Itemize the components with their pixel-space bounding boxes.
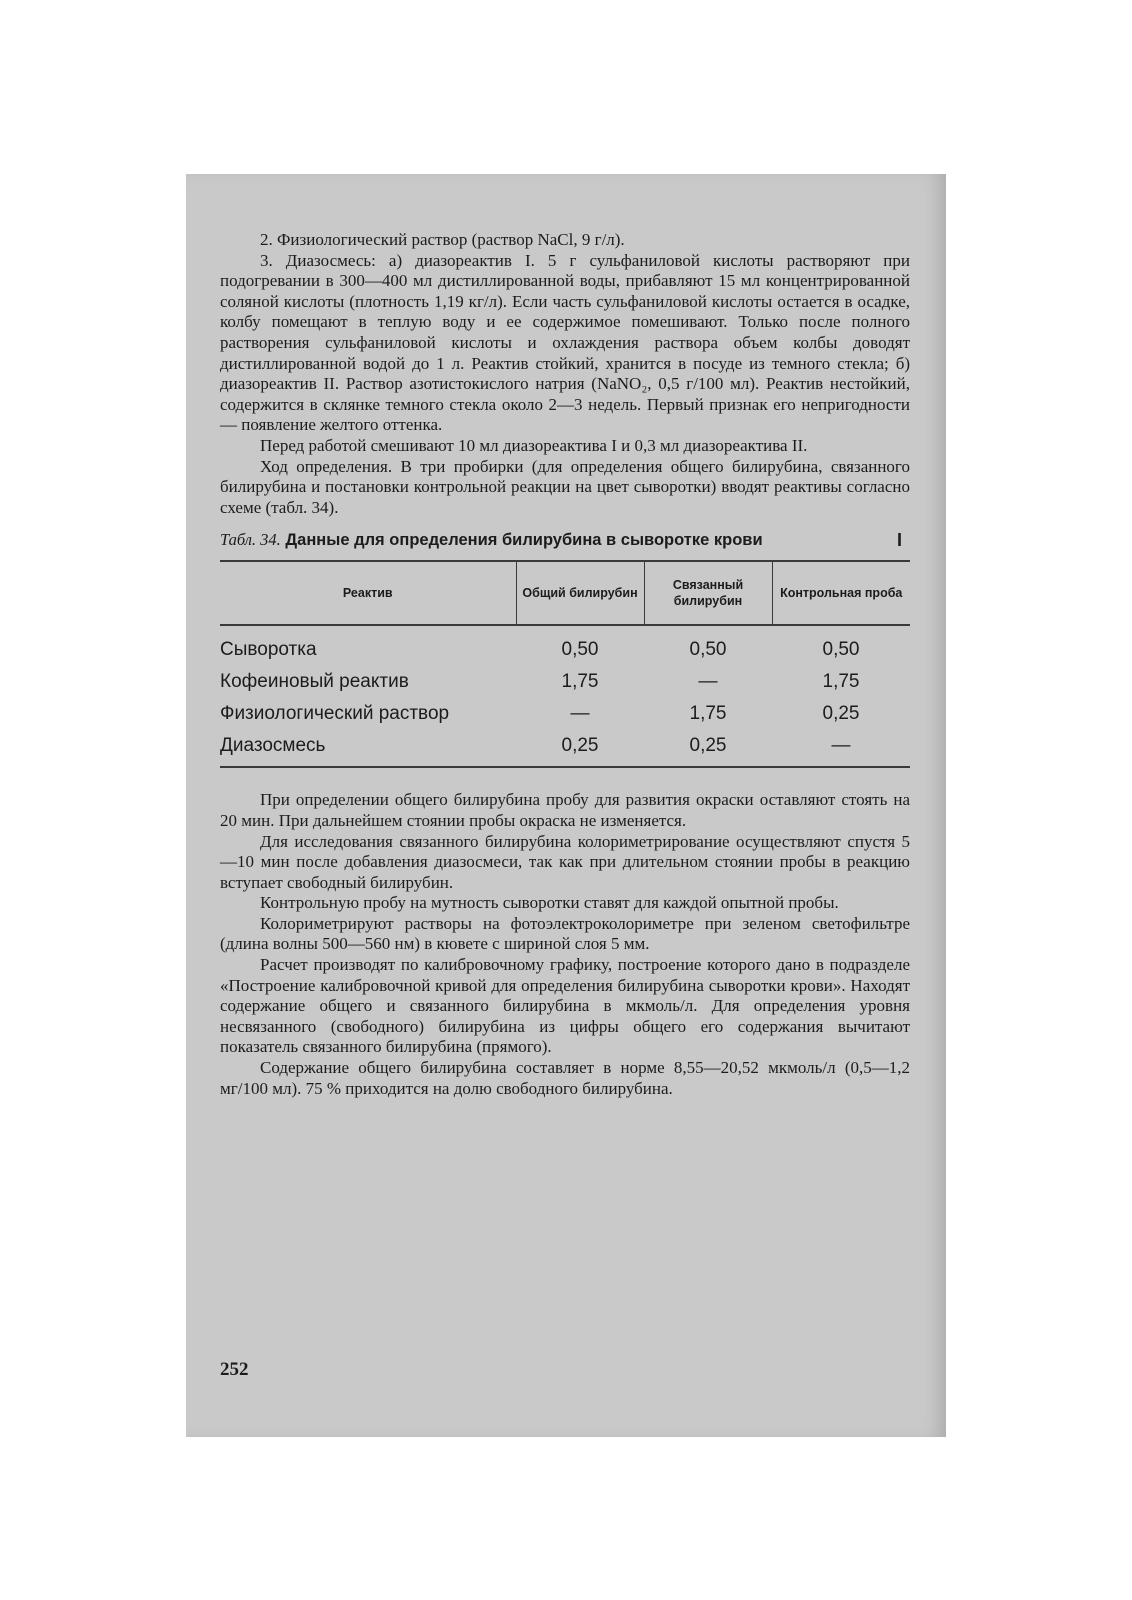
text-after-table — [220, 790, 910, 1099]
header-total-bilirubin: Общий билирубин — [516, 561, 644, 625]
page-number: 252 — [220, 1359, 249, 1380]
table-row — [220, 698, 910, 730]
paragraph: Колориметрируют растворы на фотоэлектроколориметре при зеленом светофильтре (длина волны 500—560 нм) в кювете с шириной слоя 5 мм. — [220, 913, 910, 954]
table-cell: — — [570, 703, 590, 725]
table-cell: Физиологический раствор — [220, 703, 450, 725]
table-cell: 1,75 — [822, 671, 860, 693]
table-cell: Сыворотка — [220, 639, 317, 661]
header-control-sample: Контрольная проба — [772, 561, 910, 625]
paragraph: При определении общего билирубина пробу для развития окраски оставляют стоять на 20 мин. При дальнейшем стоянии пробы окраска не изменяется. — [220, 790, 910, 830]
paragraph: 3. Диазосмесь: а) диазореактив I. 5 г сульфаниловой кислоты растворяют при подогревании в 300—400 мл дистиллированной воды, прибавляют 15 мл концентрированной соляной кислоты (плотность 1,19 кг/л). Если часть сульфаниловой кислоты остается в осадке, колбу помещают в теплую воду и ее содержимое помешивают. Только после полного растворения сульфаниловой кислоты и охлаждения раствора объем колбы доводят дистиллированной водой до 1 л. Реактив стойкий, хранится в посуде из темного стекла; б) диазореактив II. Раствор азотистокислого натрия (NaNO₂, 0,5 г/100 мл). Реактив нестойкий, содержится в склянке темного стекла около 2—3 недель. Первый признак его непригодности — появление желтого оттенка. — [220, 250, 910, 435]
table-cell: Диазосмесь — [220, 730, 516, 767]
paragraph: Расчет производят по калибровочному графику, построение которого дано в подразделе «Построение калибровочной кривой для определения билирубина сыворотки крови». Находят содержание общего и связанного билирубина в мкмоль/л. Для определения уровня несвязанного (свободного) билирубина из цифры общего его содержания вычитают показатель связанного билирубина (прямого). — [220, 955, 910, 1057]
table-cell: — — [772, 730, 910, 767]
paragraph: Перед работой смешивают 10 мл диазореактива I и 0,3 мл диазореактива II. — [260, 435, 808, 455]
table-caption-number: Табл. 34. — [220, 530, 281, 550]
header-reagent: Реактив — [220, 561, 516, 625]
table-header-row — [220, 561, 910, 625]
table-caption — [220, 530, 910, 550]
table-caption-text: Данные для определения билирубина в сыворотке крови — [285, 531, 763, 550]
page-content — [220, 230, 910, 1099]
table-cell: 0,50 — [561, 639, 599, 661]
table-cell: 0,50 — [689, 639, 727, 661]
table-row — [220, 666, 910, 698]
table-row — [220, 625, 910, 666]
table-cell: 1,75 — [561, 671, 599, 693]
caption-margin-mark: I — [896, 530, 902, 551]
paragraph: Контрольную пробу на мутность сыворотки ставят для каждой опытной пробы. — [260, 893, 839, 913]
book-page — [186, 174, 946, 1437]
paragraph: Содержание общего билирубина составляет в норме 8,55—20,52 мкмоль/л (0,5—1,2 мг/100 мл). 75 % приходится на долю свободного билирубина. — [220, 1058, 910, 1098]
table-cell: 0,25 — [516, 730, 644, 767]
table-row — [220, 730, 910, 767]
table-cell: — — [698, 671, 718, 693]
paragraph: 2. Физиологический раствор (раствор NaCl, 9 г/л). — [260, 230, 625, 249]
bilirubin-table — [220, 560, 910, 768]
paragraph: Ход определения. В три пробирки (для определения общего билирубина, связанного билирубина и постановки контрольной реакции на цвет сыворотки) вводят реактивы согласно схеме (табл. 34). — [220, 456, 910, 517]
table-cell: 0,25 — [822, 703, 860, 725]
header-bound-bilirubin: Связанный билирубин — [644, 561, 772, 625]
paragraph: Для исследования связанного билирубина колориметрирование осуществляют спустя 5—10 мин после добавления диазосмеси, так как при длительном стоянии пробы в реакцию вступает свободный билирубин. — [220, 831, 910, 892]
table-cell: 0,50 — [822, 639, 860, 661]
table-cell: 1,75 — [689, 703, 727, 725]
table-cell: 0,25 — [644, 730, 772, 767]
table-cell: Кофеиновый реактив — [220, 671, 409, 693]
